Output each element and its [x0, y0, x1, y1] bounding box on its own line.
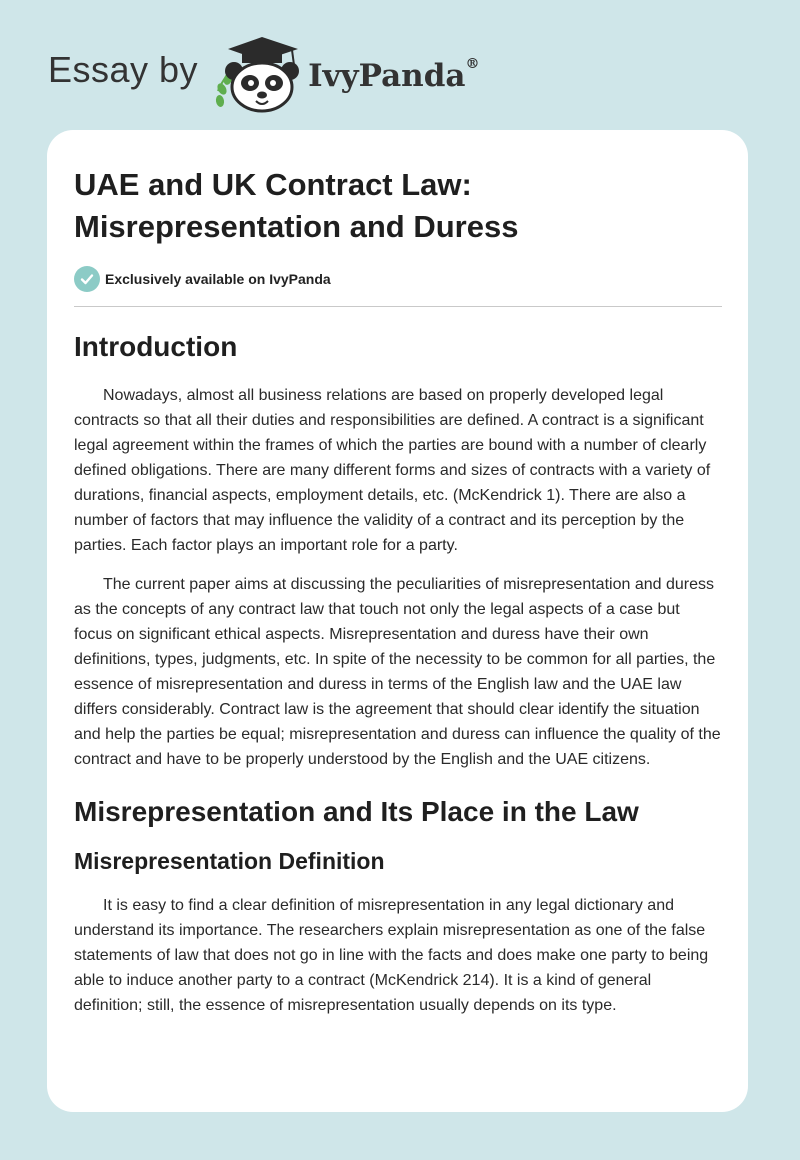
exclusive-badge [74, 266, 722, 292]
divider [74, 306, 722, 307]
subheading-misrepresentation-definition: Misrepresentation Definition [74, 848, 385, 874]
paragraph: It is easy to find a clear definition of misrepresentation in any legal dictionary and understand its importance. The researchers explain misrepresentation as one of the false statements of law that does not go in line with the facts and does make one party to being able to induce another party to a contract (McKendrick 214). It is a kind of general definition; still, the essence of misrepresentation usually depends on its type. [74, 897, 709, 1014]
article-card [47, 130, 748, 1112]
exclusive-badge-text: Exclusively available on IvyPanda [105, 271, 331, 287]
paragraph: The current paper aims at discussing the peculiarities of misrepresentation and duress as the concepts of any contract law that touch not only the legal aspects of a case but focus on significant ethical aspects. Misrepresentation and duress have their own definitions, types, judgments, etc. In spite of the necessity to be common for all parties, the essence of misrepresentation and duress in terms of the English law and the UAE law differs considerably. Contract law is the agreement that should clear identify the situation and help the parties be equal; misrepresentation and duress can influence the quality of the contract and have to be properly understood by the English and the UAE citizens. [74, 576, 721, 768]
article-title [74, 164, 722, 248]
trademark-symbol: ® [465, 56, 480, 72]
paragraph: Nowadays, almost all business relations are based on properly developed legal contracts so that all their duties and responsibilities are defined. A contract is a significant legal agreement within the frames of which the parties are bound with a number of clearly defined obligations. There are many different forms and sizes of contracts with a variety of durations, financial aspects, employment details, etc. (McKendrick 1). There are also a number of factors that may influence the validity of a contract and its perception by the parties. Each factor plays an important role for a party. [74, 387, 711, 554]
panda-logo-icon[interactable] [212, 31, 304, 115]
brand-name[interactable]: IvyPanda® [308, 56, 480, 94]
section-heading-introduction: Introduction [74, 331, 238, 362]
essay-by-label: Essay by [48, 49, 199, 90]
section-heading-misrepresentation: Misrepresentation and Its Place in the Law [74, 796, 639, 827]
title-line-2: Misrepresentation and Duress [74, 209, 519, 244]
check-icon [74, 266, 100, 292]
site-header [48, 28, 479, 118]
title-line-1: UAE and UK Contract Law: [74, 167, 472, 202]
